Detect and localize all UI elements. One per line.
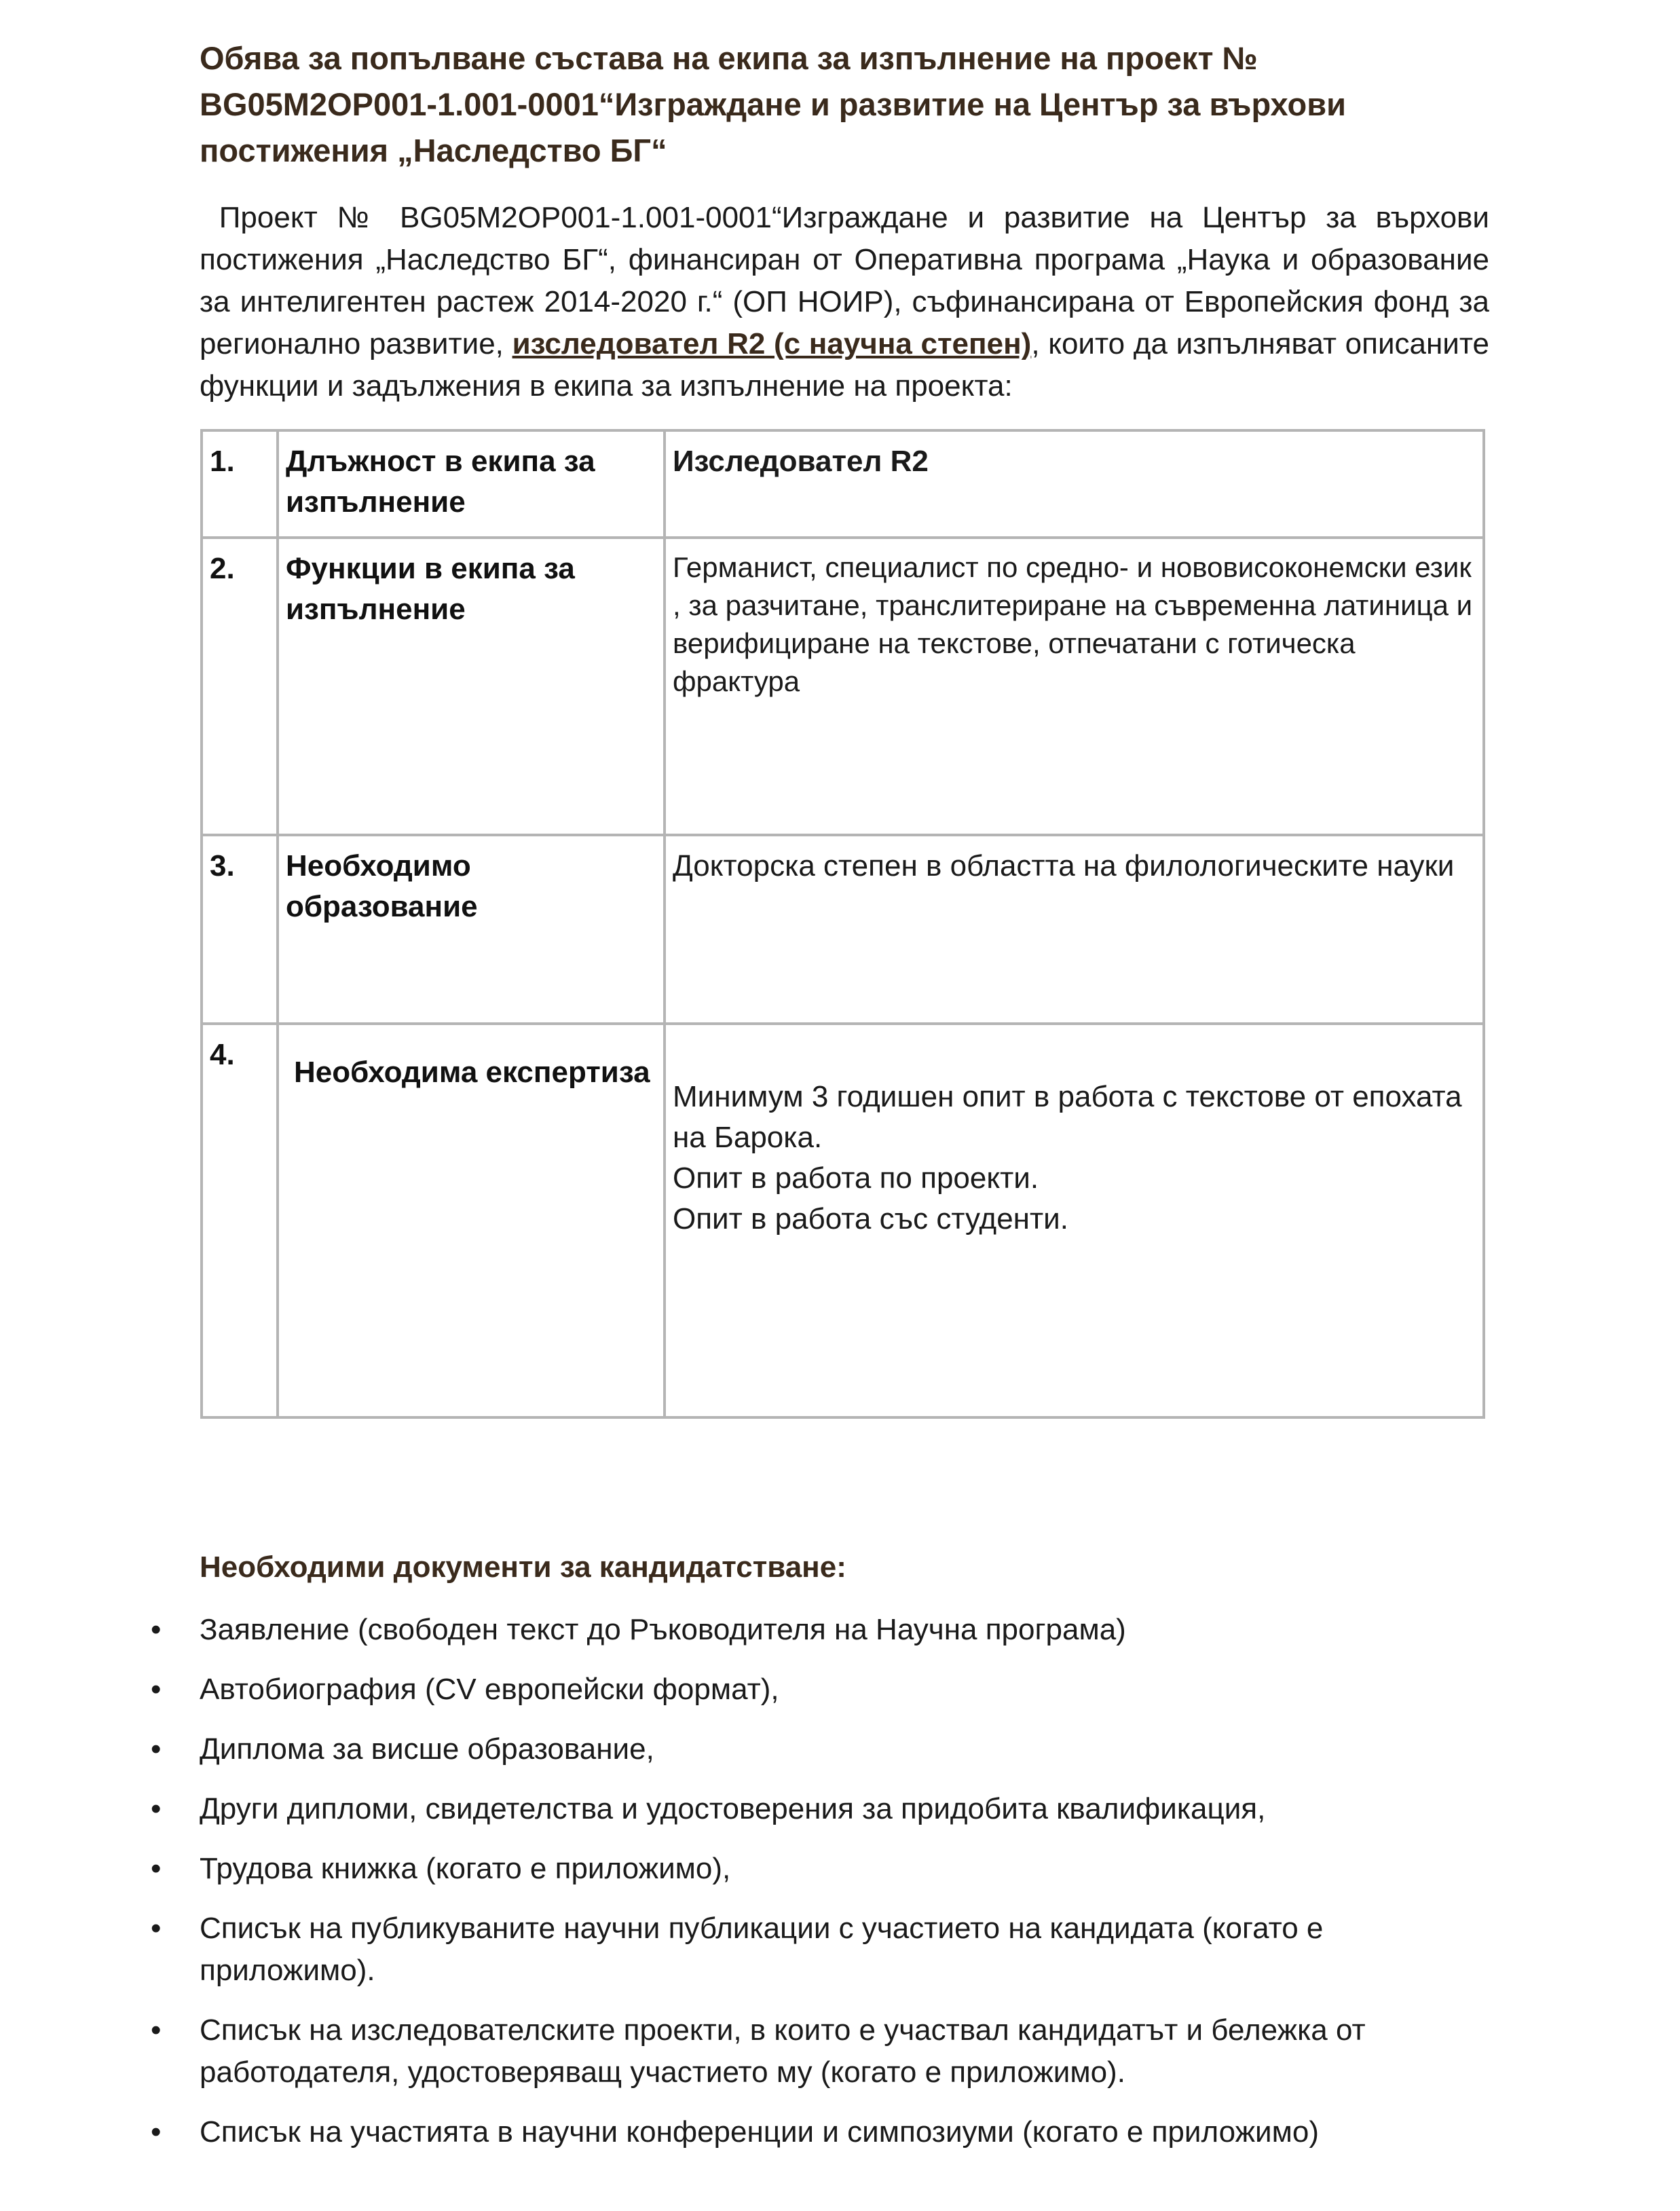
documents-heading: Необходими документи за кандидатстване: <box>200 1550 846 1584</box>
expertise-line: Опит в работа със студенти. <box>673 1202 1068 1235</box>
bullet-icon: • <box>151 1852 162 1885</box>
row-label: Необходима експертиза <box>278 1024 665 1417</box>
list-item <box>143 1908 1493 1992</box>
table-row <box>202 835 1484 1024</box>
expertise-line: Опит в работа по проекти. <box>673 1162 1039 1195</box>
list-item <box>143 1669 1493 1711</box>
list-item <box>143 2111 1493 2153</box>
list-item-text: Списък на участията в научни конференции и симпозиуми (когато е приложимо) <box>200 2115 1320 2149</box>
intro-paragraph <box>200 197 1489 407</box>
bullet-icon: • <box>151 1792 162 1825</box>
list-item-text: Трудова книжка (когато е приложимо), <box>200 1852 731 1885</box>
row-label: Функции в екипа за изпълнение <box>278 538 665 835</box>
row-number: 1. <box>202 430 278 538</box>
list-item-text: Автобиография (CV европейски формат), <box>200 1673 779 1706</box>
bullet-icon: • <box>151 2013 162 2047</box>
table-row <box>202 538 1484 835</box>
list-item <box>143 1728 1493 1770</box>
row-number: 3. <box>202 835 278 1024</box>
row-number: 2. <box>202 538 278 835</box>
bullet-icon: • <box>151 1732 162 1766</box>
list-item-text: Списък на изследователските проекти, в които е участвал кандидатът и бележка от работодателя, удостоверяващ участието му (когато е приложимо). <box>200 2013 1366 2089</box>
row-label: Необходимо образование <box>278 835 665 1024</box>
row-value <box>665 1024 1484 1417</box>
team-table <box>200 429 1485 1419</box>
list-item-text: Други дипломи, свидетелства и удостоверения за придобита квалификация, <box>200 1792 1266 1825</box>
expertise-line: Минимум 3 годишен опит в работа с текстове от епохата на Барока. <box>673 1080 1462 1154</box>
list-item <box>143 1609 1493 1651</box>
row-label: Длъжност в екипа за изпълнение <box>278 430 665 538</box>
list-item-text: Списък на публикуваните научни публикации с участието на кандидата (когато е приложимо). <box>200 1912 1324 1987</box>
list-item-text: Диплома за висше образование, <box>200 1732 654 1766</box>
row-value: Германист, специалист по средно- и нововисоконемски език , за разчитане, транслитериране на съвременна латиница и верифициране на текстове, отпечатани с готическа фрактура <box>665 538 1484 835</box>
list-item-text: Заявление (свободен текст до Ръководителя на Научна програма) <box>200 1613 1126 1646</box>
table-row <box>202 1024 1484 1417</box>
list-item <box>143 2009 1493 2094</box>
documents-list <box>143 1609 1493 2171</box>
bullet-icon: • <box>151 1912 162 1945</box>
intro-text-before: Проект № BG05M2OP001-1.001-0001“Изграждане и развитие на Център за върхови постижения „Наследство БГ“, финансиран от Оперативна програма „Наука и образование за интелигентен растеж 2014-2020 г.“ (ОП НОИР), съфинансирана от Европейския фонд за регионално развитие, <box>200 201 1489 360</box>
row-value: Докторска степен в областта на филологическите науки <box>665 835 1484 1024</box>
intro-text-after: , които да изпълняват описаните функции и задължения в екипа за изпълнение на проекта: <box>200 327 1489 403</box>
bullet-icon: • <box>151 2115 162 2149</box>
table-row <box>202 430 1484 538</box>
list-item <box>143 1848 1493 1890</box>
row-value: Изследовател R2 <box>665 430 1484 538</box>
list-item <box>143 1788 1493 1830</box>
bullet-icon: • <box>151 1613 162 1646</box>
page-title: Обява за попълване състава на екипа за изпълнение на проект № BG05M2OP001-1.001-0001“Изграждане и развитие на Център за върхови постижения „Наследство БГ“ <box>200 40 1346 168</box>
intro-highlight-position: изследовател R2 (с научна степен) <box>512 327 1032 360</box>
row-number: 4. <box>202 1024 278 1417</box>
bullet-icon: • <box>151 1673 162 1706</box>
